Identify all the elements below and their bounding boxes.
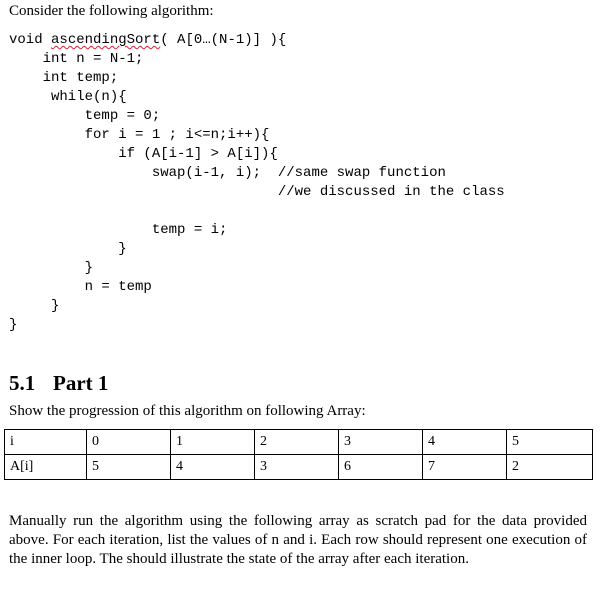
code-line: } bbox=[9, 260, 94, 276]
code-keyword: void bbox=[9, 32, 52, 48]
code-line bbox=[9, 202, 505, 221]
code-line bbox=[9, 31, 505, 50]
table-cell: 3 bbox=[339, 430, 423, 455]
code-line: } bbox=[9, 317, 18, 333]
table-cell: 5 bbox=[507, 430, 593, 455]
code-line: temp = i; bbox=[9, 222, 228, 238]
code-line: } bbox=[9, 298, 60, 314]
row-label: A[i] bbox=[5, 455, 87, 480]
table-cell: 0 bbox=[87, 430, 171, 455]
lead-text: Show the progression of this algorithm on following Array: bbox=[9, 403, 366, 419]
code-line: n = temp bbox=[9, 279, 152, 295]
table-cell: 2 bbox=[507, 455, 593, 480]
code-line: temp = 0; bbox=[9, 108, 161, 124]
table-cell: 4 bbox=[423, 430, 507, 455]
function-name: ascendingSort bbox=[51, 32, 161, 48]
code-line: swap(i-1, i); //same swap function bbox=[9, 165, 446, 181]
intro-text: Consider the following algorithm: bbox=[9, 3, 214, 19]
code-block bbox=[9, 31, 505, 335]
row-label: i bbox=[5, 430, 87, 455]
instructions-paragraph: Manually run the algorithm using the following array as scratch pad for the data provided above. For each iteration, list the values of n and i. Each row should represent one execution of the inner loop. The should illustrate the state of the array after each iteration. bbox=[9, 513, 587, 567]
code-line: int temp; bbox=[9, 70, 119, 86]
code-line: //we discussed in the class bbox=[9, 184, 505, 200]
code-line: for i = 1 ; i<=n;i++){ bbox=[9, 127, 270, 143]
section-title: Part 1 bbox=[53, 371, 109, 395]
table-cell: 1 bbox=[171, 430, 255, 455]
code-line: if (A[i-1] > A[i]){ bbox=[9, 146, 278, 162]
table-cell: 7 bbox=[423, 455, 507, 480]
code-line: while(n){ bbox=[9, 89, 127, 105]
section-number: 5.1 bbox=[9, 371, 36, 395]
index-row bbox=[5, 430, 593, 455]
table-cell: 2 bbox=[255, 430, 339, 455]
table-cell: 3 bbox=[255, 455, 339, 480]
table-cell: 6 bbox=[339, 455, 423, 480]
value-row bbox=[5, 455, 593, 480]
function-signature: ( A[0…(N-1)] ){ bbox=[160, 32, 287, 48]
section-heading bbox=[9, 371, 108, 396]
code-line: int n = N-1; bbox=[9, 51, 144, 67]
table-cell: 4 bbox=[171, 455, 255, 480]
table-cell: 5 bbox=[87, 455, 171, 480]
code-line: } bbox=[9, 241, 127, 257]
array-table bbox=[4, 429, 593, 480]
